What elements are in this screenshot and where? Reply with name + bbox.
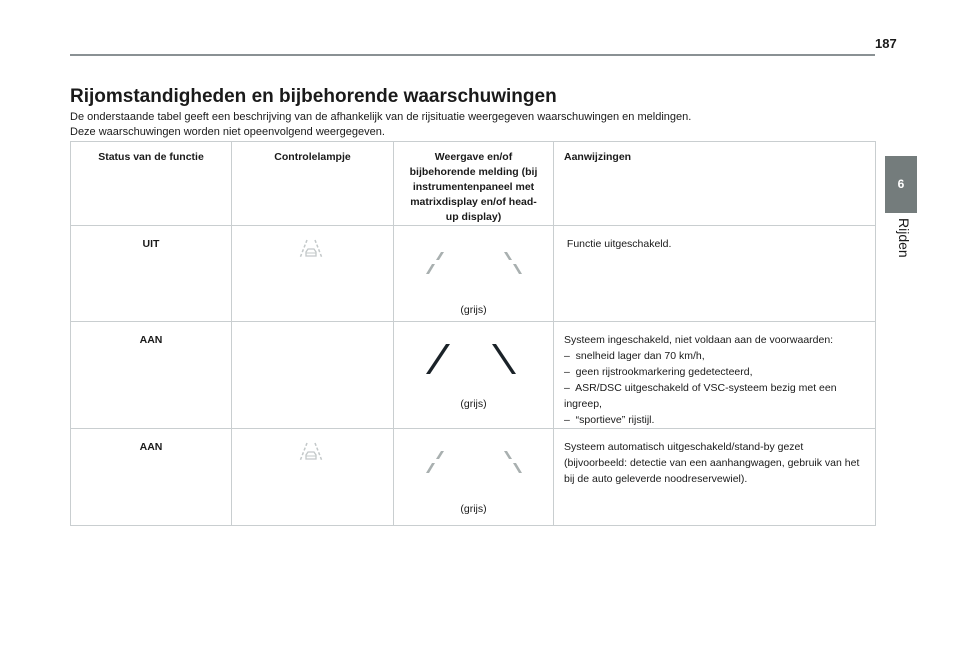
display-cell: [394, 429, 554, 526]
hint-cell: [554, 322, 876, 429]
display-cell: [394, 322, 554, 429]
intro-line-1: De onderstaande tabel geeft een beschrijving van de afhankelijk van de rijsituatie weergegeven waarschuwingen en meldingen.: [70, 111, 692, 123]
display-cell: [394, 226, 554, 322]
hint-line: – snelheid lager dan 70 km/h,: [564, 350, 705, 362]
hint-line: Systeem ingeschakeld, niet voldaan aan de voorwaarden:: [564, 334, 834, 346]
status-cell: AAN: [71, 322, 232, 429]
hint-line: Systeem automatisch uitgeschakeld/stand-by gezet (bijvoorbeeld: detectie van een aanhangwagen, gebruik van het bij de auto geleverde noodreservewiel).: [564, 441, 863, 485]
header-lamp: Controlelampje: [232, 142, 394, 226]
status-cell: AAN: [71, 429, 232, 526]
hint-cell: [554, 226, 876, 322]
chapter-label: Rijden: [896, 218, 912, 258]
header-display-label: Weergave en/of bijbehorende melding (bij instrumentenpaneel met matrixdisplay en/of head-up display): [409, 151, 538, 223]
hint-line: – geen rijstrookmarkering gedetecteerd,: [564, 366, 753, 378]
hint-cell: [554, 429, 876, 526]
chapter-tab[interactable]: 6: [885, 156, 917, 213]
lamp-cell: [232, 226, 394, 322]
lane-warning-lamp-icon: [298, 441, 324, 463]
top-rule: [70, 54, 875, 56]
intro-text: [70, 110, 860, 140]
display-note: (grijs): [460, 503, 487, 515]
table-row: [71, 429, 876, 526]
dashed-lane-lines-icon: [424, 250, 524, 284]
page-title: Rijomstandigheden en bijbehorende waarschuwingen: [70, 86, 557, 107]
table-row: [71, 226, 876, 322]
warnings-table: [70, 141, 876, 526]
solid-lane-lines-icon: [424, 344, 524, 378]
table-row: [71, 322, 876, 429]
hint-line: – “sportieve” rijstijl.: [564, 414, 655, 426]
status-cell: UIT: [71, 226, 232, 322]
hint-line: Functie uitgeschakeld.: [564, 238, 672, 250]
table-header-row: [71, 142, 876, 226]
hint-line: – ASR/DSC uitgeschakeld of VSC-systeem bezig met een ingreep,: [564, 382, 840, 410]
page-number: 187: [875, 36, 897, 51]
header-status: Status van de functie: [71, 142, 232, 226]
header-hints: Aanwijzingen: [554, 142, 876, 226]
dashed-lane-lines-icon: [424, 449, 524, 483]
intro-line-2: Deze waarschuwingen worden niet opeenvolgend weergegeven.: [70, 126, 385, 138]
lamp-cell: [232, 429, 394, 526]
display-note: (grijs): [460, 304, 487, 316]
header-display: [394, 142, 554, 226]
display-note: (grijs): [460, 398, 487, 410]
lamp-cell: [232, 322, 394, 429]
lane-warning-lamp-icon: [298, 238, 324, 260]
